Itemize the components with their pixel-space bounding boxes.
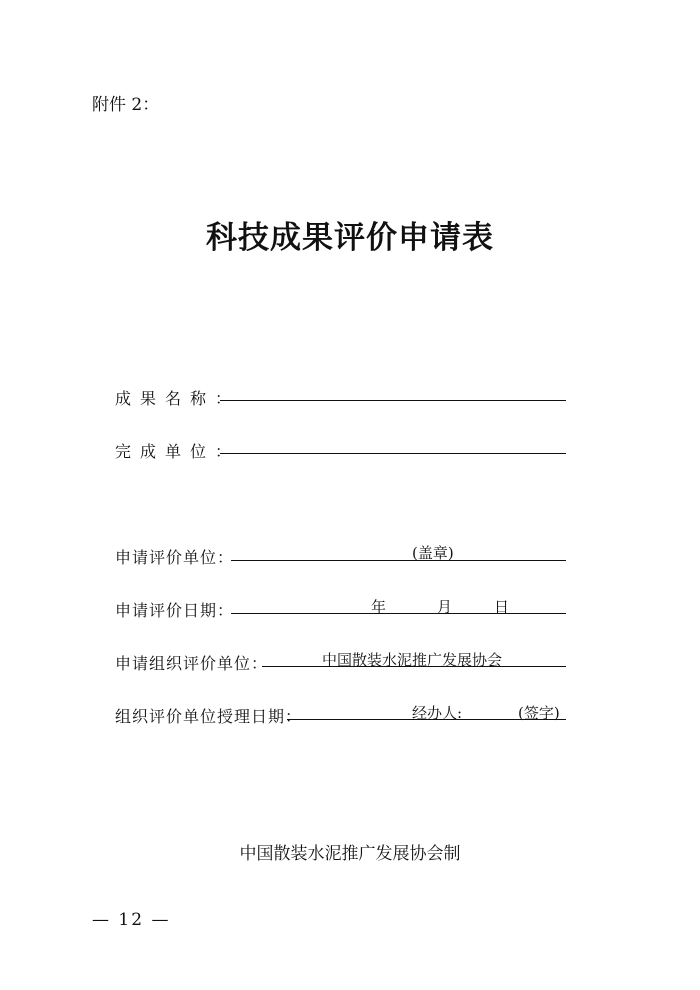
completing-unit-field[interactable]	[220, 453, 566, 454]
organizer-unit-value: 中国散装水泥推广发展协会	[322, 651, 503, 669]
result-name-field[interactable]	[220, 400, 566, 401]
applicant-unit-field[interactable]	[231, 560, 566, 561]
handler-label: 经办人:	[412, 704, 463, 722]
sign-note: (签字)	[518, 704, 560, 722]
form-title: 科技成果评价申请表	[206, 220, 494, 256]
attachment-label: 附件 2：	[92, 95, 160, 115]
apply-date-day: 日	[494, 598, 510, 616]
accept-date-label: 组织评价单位授理日期：	[115, 707, 303, 726]
apply-date-field[interactable]	[231, 613, 566, 614]
form-maker: 中国散装水泥推广发展协会制	[239, 844, 461, 864]
organizer-unit-label: 申请组织评价单位：	[115, 654, 269, 673]
applicant-unit-label: 申请评价单位：	[115, 548, 235, 567]
result-name-label: 成果名称：	[115, 389, 241, 408]
apply-date-label: 申请评价日期：	[115, 601, 235, 620]
apply-date-month: 月	[437, 598, 453, 616]
seal-note: (盖章)	[412, 544, 454, 562]
completing-unit-label: 完成单位：	[115, 442, 241, 461]
apply-date-year: 年	[371, 598, 387, 616]
page-number: — 12 —	[92, 910, 171, 930]
